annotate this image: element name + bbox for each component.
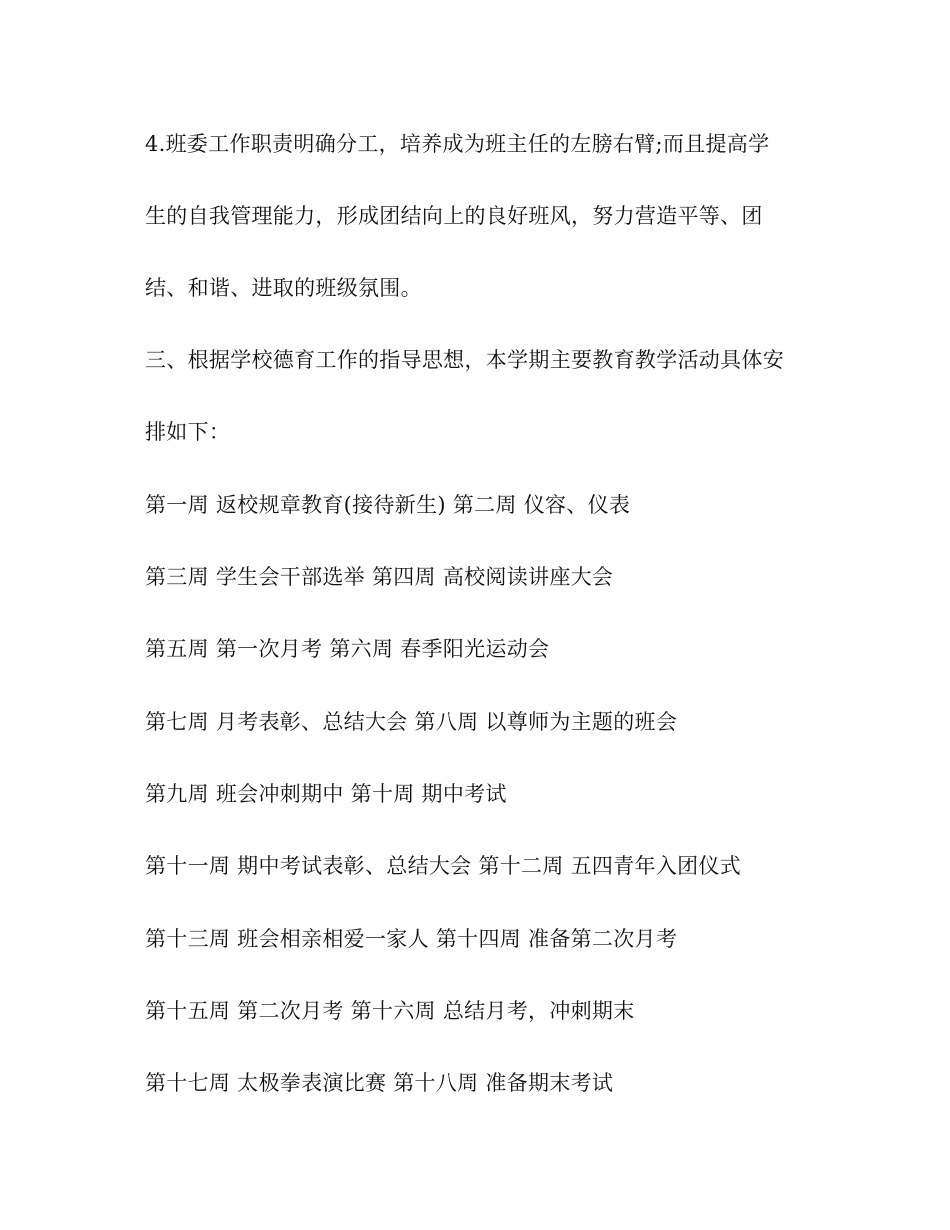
schedule-line-week-15-16: 第十五周 第二次月考 第十六周 总结月考，冲刺期末 [145,999,635,1023]
schedule-line-week-1-2: 第一周 返校规章教育(接待新生) 第二周 仪容、仪表 [145,493,631,517]
paragraph-4-line-2: 生的自我管理能力，形成团结向上的良好班风，努力营造平等、团 [145,204,763,228]
section-3-heading-line-1: 三、根据学校德育工作的指导思想，本学期主要教育教学活动具体安 [145,348,784,372]
schedule-line-week-7-8: 第七周 月考表彰、总结大会 第八周 以尊师为主题的班会 [145,710,678,734]
schedule-line-week-11-12: 第十一周 期中考试表彰、总结大会 第十二周 五四青年入团仪式 [145,854,742,878]
section-3-heading-line-2: 排如下： [145,420,231,444]
paragraph-4-line-1: 4.班委工作职责明确分工，培养成为班主任的左膀右臂;而且提高学 [145,132,770,156]
schedule-line-week-9-10: 第九周 班会冲刺期中 第十周 期中考试 [145,782,507,806]
schedule-line-week-17-18: 第十七周 太极拳表演比赛 第十八周 准备期末考试 [145,1071,614,1095]
paragraph-4-line-3: 结、和谐、进取的班级氛围。 [145,276,422,300]
schedule-line-week-5-6: 第五周 第一次月考 第六周 春季阳光运动会 [145,637,550,661]
schedule-line-week-3-4: 第三周 学生会干部选举 第四周 高校阅读讲座大会 [145,565,614,589]
schedule-line-week-13-14: 第十三周 班会相亲相爱一家人 第十四周 准备第二次月考 [145,927,678,951]
